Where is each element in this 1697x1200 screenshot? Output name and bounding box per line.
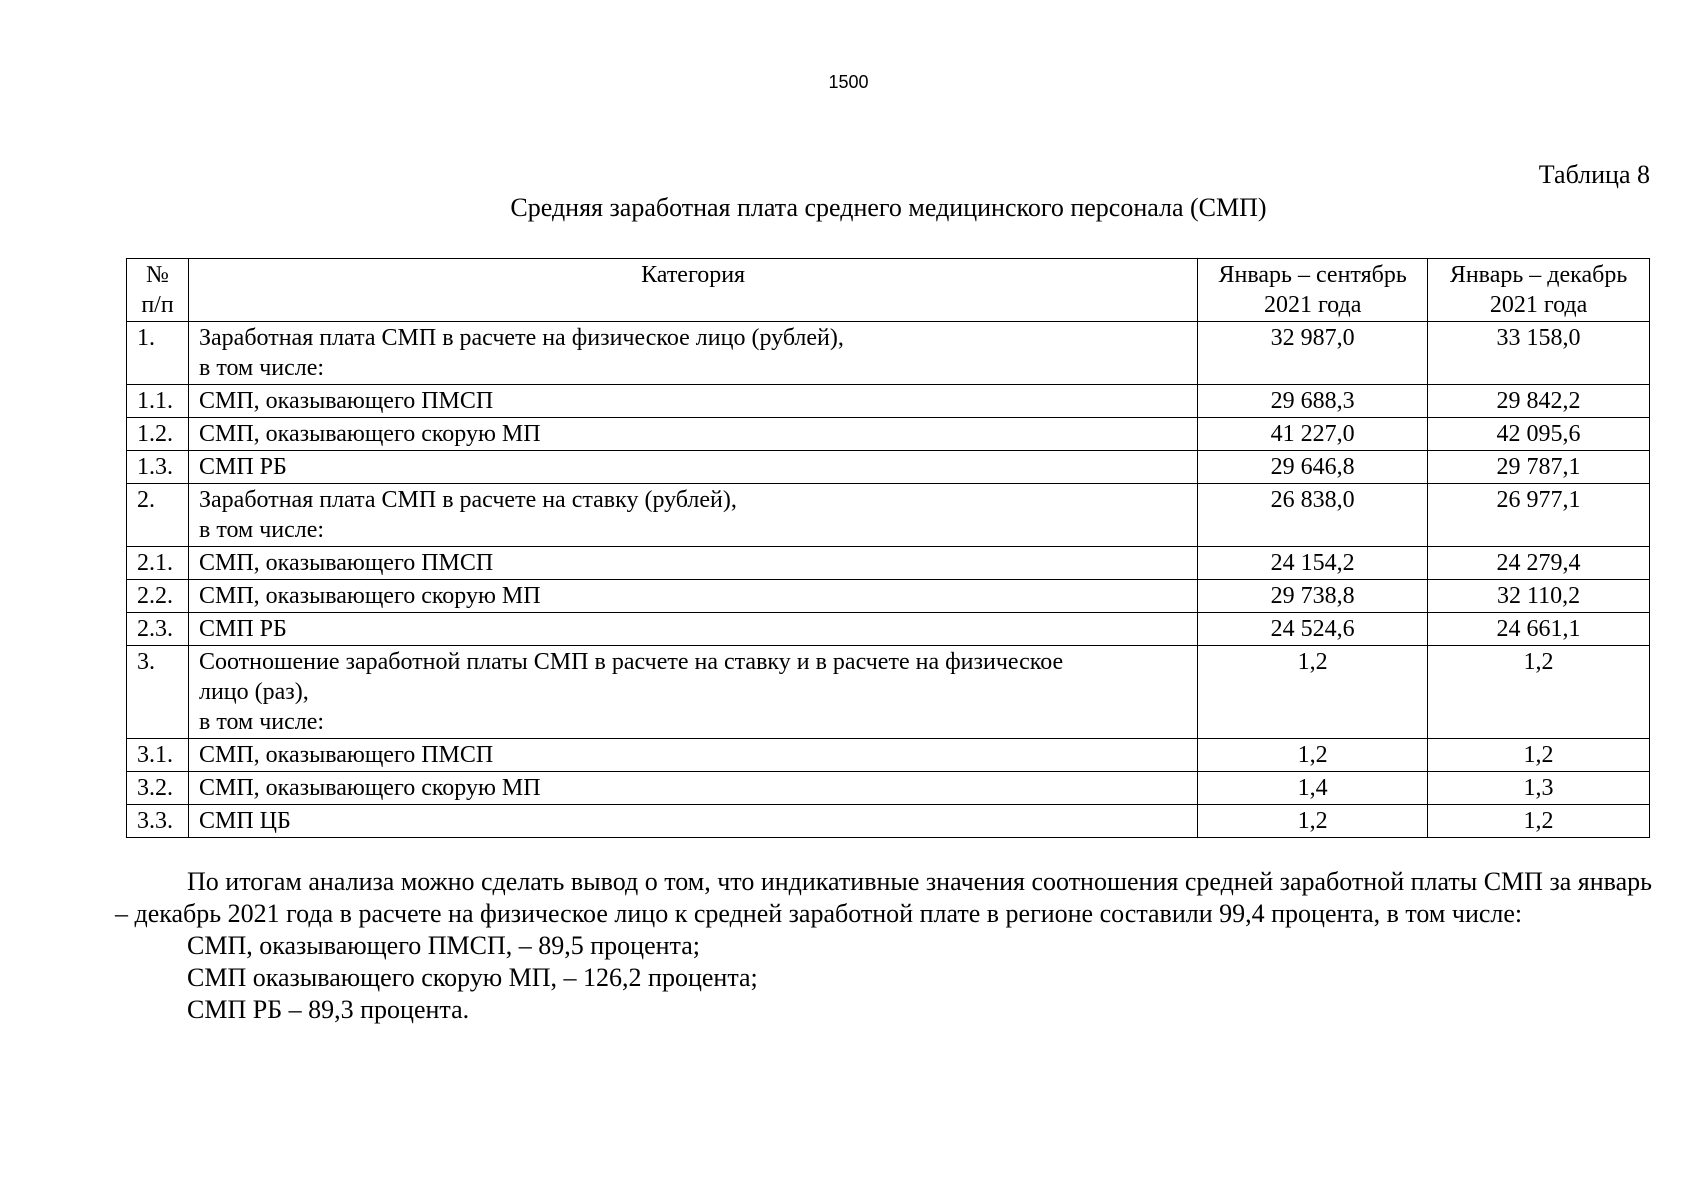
row-category-line: в том числе: [198,355,325,381]
row-number: 1.3. [127,451,189,484]
row-category-line: СМП ЦБ [198,808,291,834]
table-row [127,646,1650,739]
row-category-line: СМП, оказывающего ПМСП [198,388,494,414]
conclusion-item: СМП, оказывающего ПМСП, – 89,5 процента; [187,931,700,960]
row-value-jan-sep: 29 738,8 [1198,580,1428,613]
row-category-line: СМП, оказывающего ПМСП [198,742,494,768]
conclusion-text [115,866,1652,1026]
header-num [127,259,189,322]
salary-table [126,258,1650,838]
row-value-jan-dec: 1,2 [1428,739,1650,772]
row-category [188,739,1197,772]
row-category [188,580,1197,613]
row-category-line: СМП, оказывающего скорую МП [198,775,541,801]
row-value-jan-dec: 33 158,0 [1428,322,1650,385]
row-number: 3. [127,646,189,739]
row-value-jan-sep: 26 838,0 [1198,484,1428,547]
row-category [188,451,1197,484]
row-number: 3.1. [127,739,189,772]
row-value-jan-dec: 29 842,2 [1428,385,1650,418]
row-value-jan-sep: 29 646,8 [1198,451,1428,484]
header-jan-sep [1198,259,1428,322]
conclusion-item: СМП оказывающего скорую МП, – 126,2 процента; [187,963,758,992]
row-value-jan-sep: 1,2 [1198,739,1428,772]
row-category-line: Соотношение заработной платы СМП в расчете на ставку и в расчете на физическое [198,649,1064,675]
row-category-line: СМП, оказывающего скорую МП [198,421,541,447]
row-category-line: СМП РБ [198,616,287,642]
table-row [127,451,1650,484]
row-category [188,547,1197,580]
row-category-line: СМП РБ [198,454,287,480]
row-number: 3.2. [127,772,189,805]
row-value-jan-sep: 1,2 [1198,646,1428,739]
table-row [127,739,1650,772]
row-value-jan-dec: 32 110,2 [1428,580,1650,613]
row-category [188,385,1197,418]
row-category-line: в том числе: [198,709,325,735]
table-row [127,418,1650,451]
row-value-jan-sep: 1,2 [1198,805,1428,838]
row-category-line: Заработная плата СМП в расчете на ставку (рублей), [198,487,737,513]
table-header-row [127,259,1650,322]
conclusion-item: СМП РБ – 89,3 процента. [187,995,470,1024]
row-category-line: СМП, оказывающего скорую МП [198,583,541,609]
row-value-jan-dec: 42 095,6 [1428,418,1650,451]
row-value-jan-dec: 24 661,1 [1428,613,1650,646]
row-value-jan-dec: 1,2 [1428,805,1650,838]
row-category [188,484,1197,547]
row-number: 1.1. [127,385,189,418]
header-num-line: п/п [141,292,174,318]
row-number: 2.3. [127,613,189,646]
header-jan-sep-line: 2021 года [1263,292,1362,318]
row-value-jan-sep: 24 154,2 [1198,547,1428,580]
row-number: 1.2. [127,418,189,451]
table-row [127,772,1650,805]
row-value-jan-sep: 29 688,3 [1198,385,1428,418]
header-jan-sep-line: Январь – сентябрь [1218,262,1407,288]
header-jan-dec-line: 2021 года [1489,292,1588,318]
table-row [127,805,1650,838]
row-number: 2. [127,484,189,547]
table-body [127,322,1650,838]
row-number: 1. [127,322,189,385]
row-value-jan-dec: 24 279,4 [1428,547,1650,580]
row-value-jan-sep: 24 524,6 [1198,613,1428,646]
row-value-jan-dec: 1,3 [1428,772,1650,805]
table-row [127,580,1650,613]
page-number: 1500 [828,72,869,92]
table-title: Средняя заработная плата среднего медицинского персонала (СМП) [510,193,1267,222]
row-category-line: в том числе: [198,517,325,543]
row-value-jan-dec: 1,2 [1428,646,1650,739]
row-category [188,772,1197,805]
header-category: Категория [188,259,1197,322]
row-category-line: Заработная плата СМП в расчете на физическое лицо (рублей), [198,325,844,351]
row-category-line: СМП, оказывающего ПМСП [198,550,494,576]
table-row [127,613,1650,646]
conclusion-paragraph: По итогам анализа можно сделать вывод о том, что индикативные значения соотношения средней заработной платы СМП за январь – декабрь 2021 года в расчете на физическое лицо к средней заработной плате в регионе составили 99,4 процента, в том числе: [115,867,1652,928]
row-number: 3.3. [127,805,189,838]
row-category [188,418,1197,451]
header-jan-dec [1428,259,1650,322]
row-category [188,322,1197,385]
table-row [127,547,1650,580]
table-row [127,322,1650,385]
row-number: 2.1. [127,547,189,580]
row-value-jan-sep: 32 987,0 [1198,322,1428,385]
table-row [127,484,1650,547]
row-value-jan-dec: 26 977,1 [1428,484,1650,547]
row-category-line: лицо (раз), [198,679,309,705]
row-category [188,646,1197,739]
table-row [127,385,1650,418]
row-value-jan-sep: 41 227,0 [1198,418,1428,451]
row-value-jan-dec: 29 787,1 [1428,451,1650,484]
row-category [188,805,1197,838]
table-label: Таблица 8 [1538,160,1650,189]
row-category [188,613,1197,646]
row-value-jan-sep: 1,4 [1198,772,1428,805]
header-num-line: № [146,262,169,288]
row-number: 2.2. [127,580,189,613]
header-jan-dec-line: Январь – декабрь [1449,262,1628,288]
